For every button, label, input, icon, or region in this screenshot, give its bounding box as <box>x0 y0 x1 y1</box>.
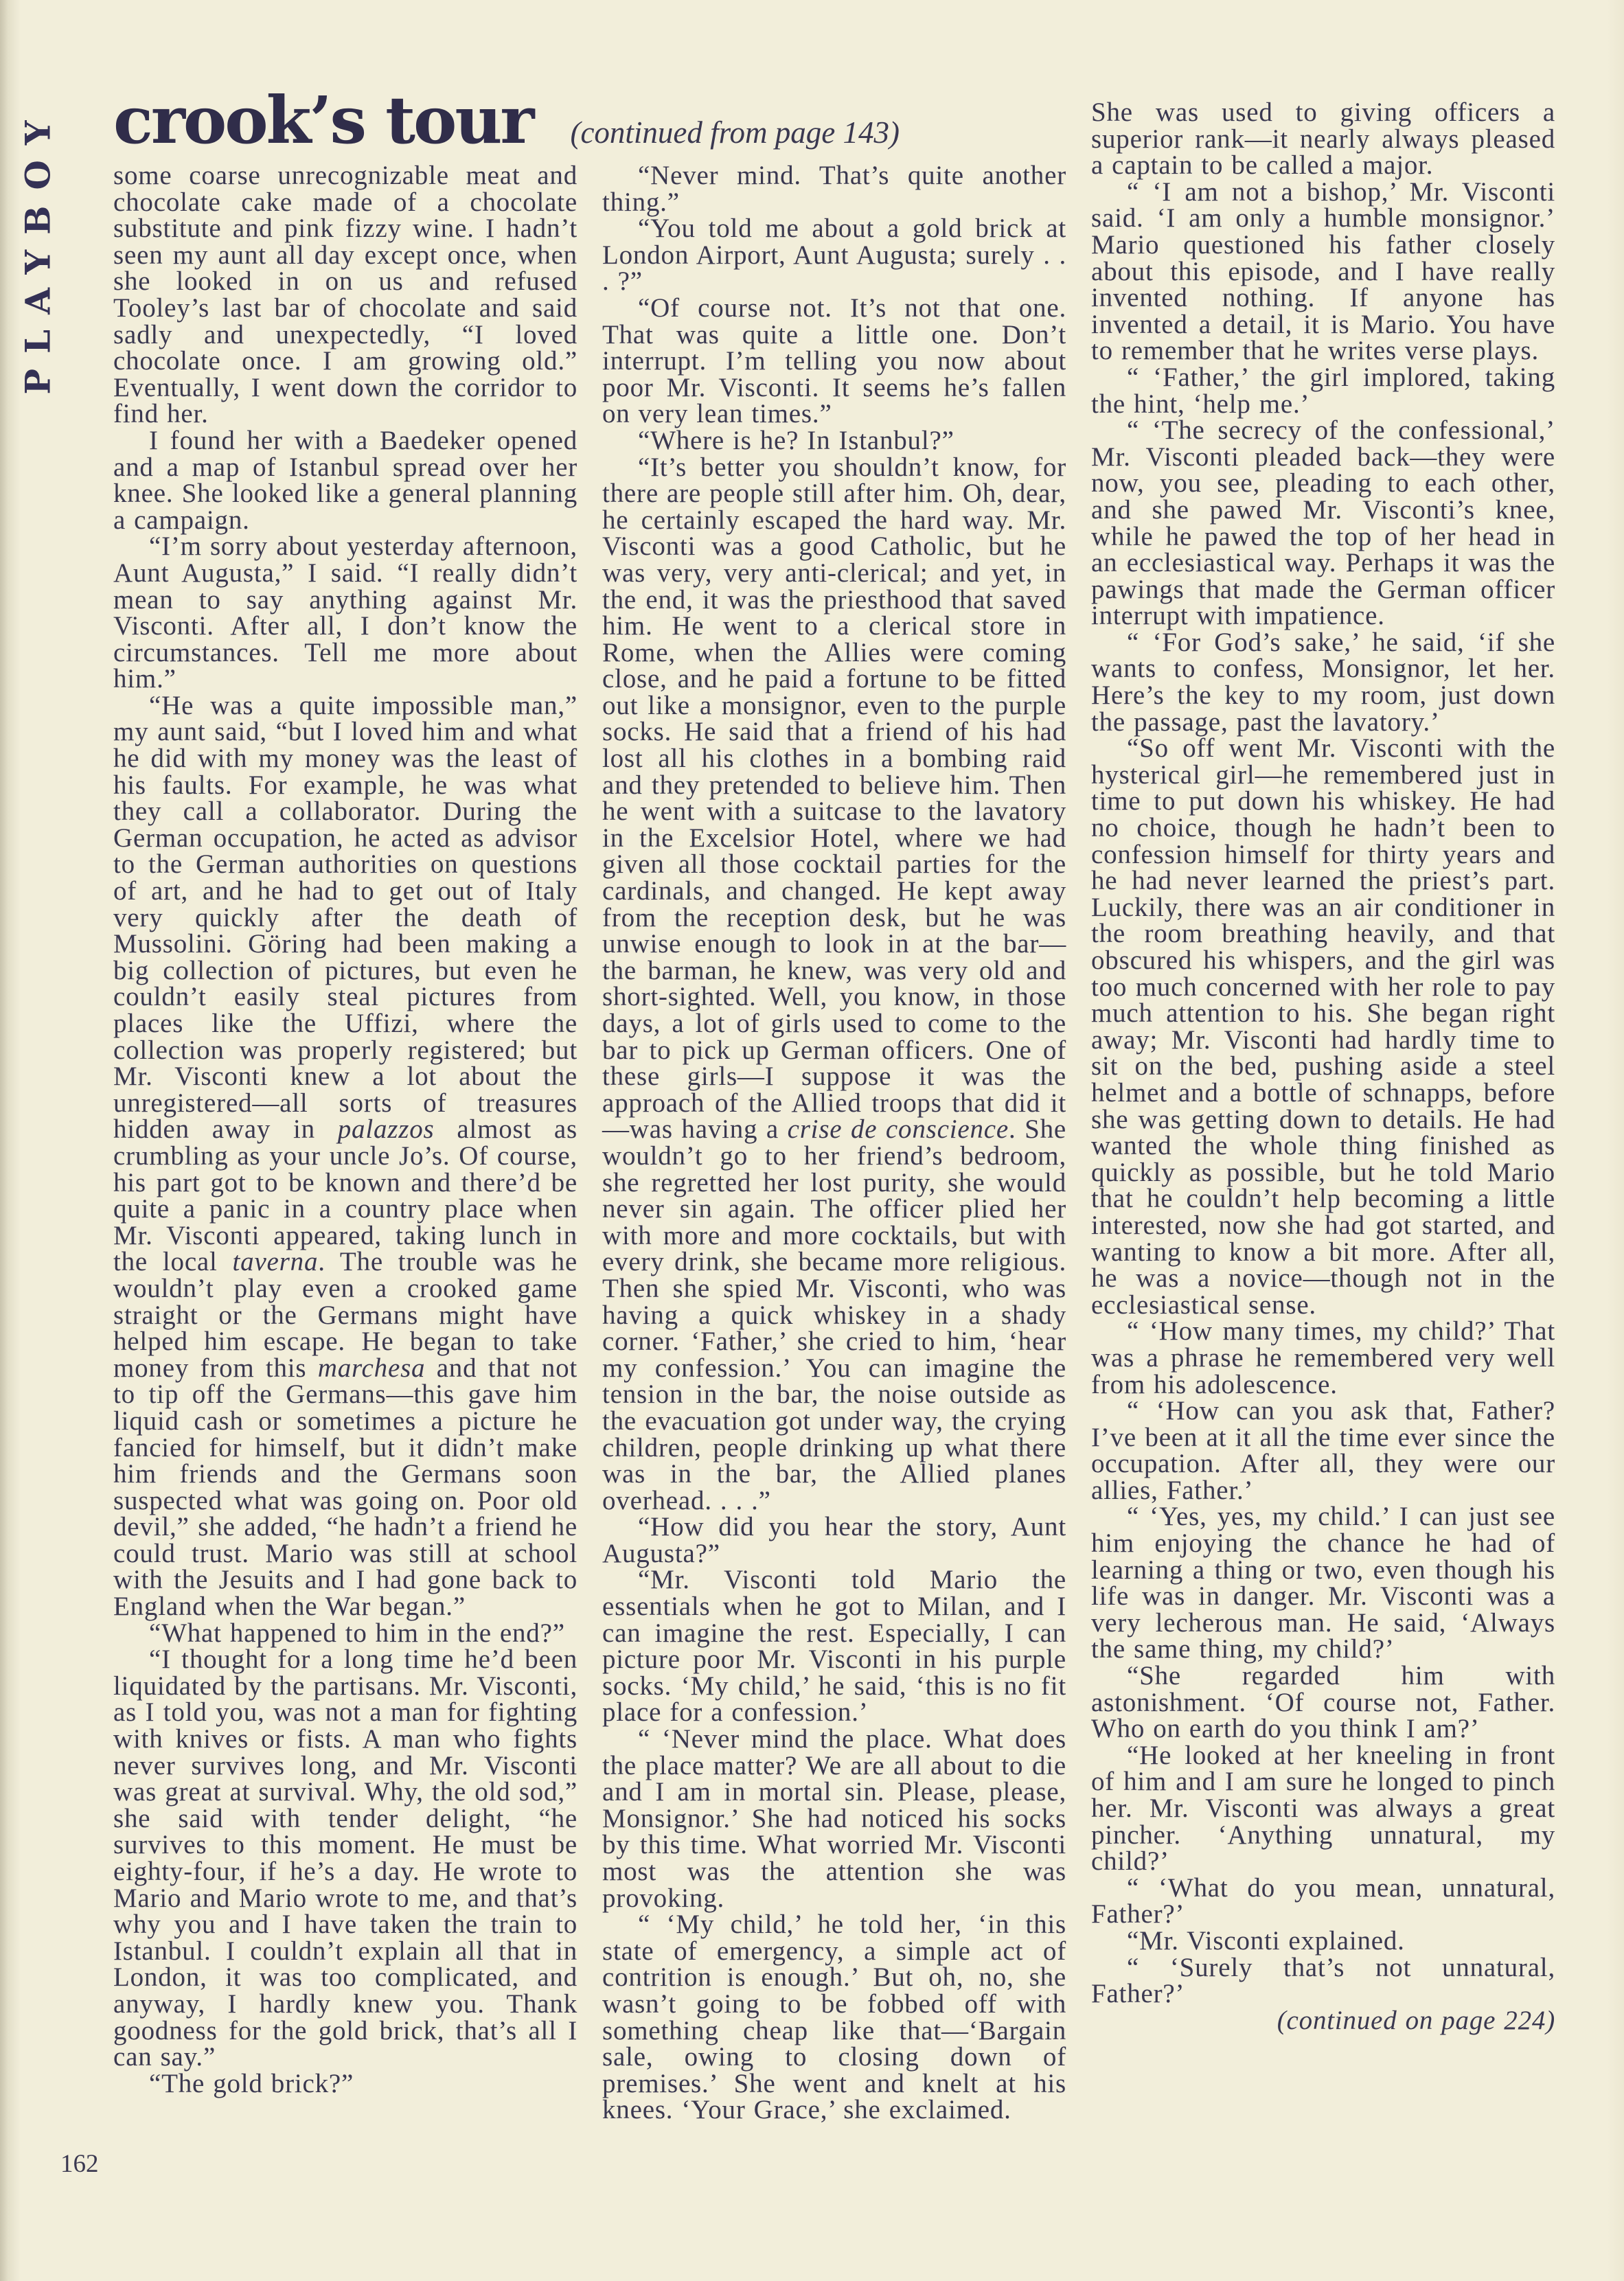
paragraph <box>1091 627 1555 737</box>
text-segment: and that not to tip off the Germans—this gave him liquid cash or sometimes a picture he fancied for himself, but it didn’t make him friends and the Germans soon suspected what was going on. Poor old devil,” she added, “he hadn’t a friend he could trust. Mario was still at school with the Jesuits and I had gone back to England when the War began.” <box>113 1353 578 1622</box>
text-segment: “ ‘How many times, my child?’ That was a phrase he remembered very well from his adolescence. <box>1091 1316 1555 1399</box>
article-title: crook’s tour <box>113 82 533 159</box>
text-segment: . She wouldn’t go to her friend’s bedroom, she regretted her lost purity, she would never sin again. The officer plied her with more and more cocktails, but with every drink, she became more religious. Then she spied Mr. Visconti, who was having a quick whiskey in a shady corner. ‘Father,’ she cried to him, ‘hear my confession.’ You can imagine the tension in the bar, the noise outside as the evacuation got under way, the crying children, people drinking up what there was in the bar, the Allied planes overhead. . . .” <box>602 1114 1067 1515</box>
paragraph <box>602 1912 1066 2124</box>
paragraph <box>113 2068 577 2098</box>
paragraph <box>1091 1740 1555 1877</box>
text-segment: “ ‘Father,’ the girl implored, taking the hint, ‘help me.’ <box>1091 362 1555 419</box>
text-segment: “So off went Mr. Visconti with the hysterical girl—he remembered just in time to put down his whiskey. He had no choice, though he hadn’t been to confession himself for thirty years and he had never learned the priest’s part. Luckily, there was an air conditioner in the room breathing heavily, and that obscured his whispers, and the girl was too much concerned with her role to pay much attention to his. She began right away; Mr. Visconti had hardly time to sit on the bed, pushing aside a steel helmet and a bottle of schnapps, before she was getting down to details. He had wanted the whole thing finished as quickly as possible, but he told Mario that he couldn’t help becoming a little interested, now she had got started, and wanting to know a bit more. After all, he was a novice—though not in the ecclesiastical sense. <box>1091 733 1555 1320</box>
text-segment: “The gold brick?” <box>149 2068 354 2098</box>
magazine-spine <box>16 105 59 395</box>
italic-text-segment: marchesa <box>317 1353 426 1383</box>
text-segment: “You told me about a gold brick at London Airport, Aunt Augusta; surely . . . ?” <box>602 214 1066 297</box>
text-segment: “ ‘My child,’ he told her, ‘in this state of emergency, a simple act of contrition is enough.’ But oh, no, she wasn’t going to be fobbed off with something cheap like that—‘Bargain sale, owing to closing down of premises.’ She went and knelt at his knees. ‘Your Grace,’ she exclaimed. <box>602 1910 1066 2125</box>
paragraph <box>602 452 1067 1515</box>
text-segment: “It’s better you shouldn’t know, for there are people still after him. Oh, dear, he certainly escaped the hard way. Mr. Visconti was a good Catholic, but he was very, very anti-clerical; and yet, in the end, it was the priesthood that saved him. He went to a clerical store in Rome, when the Allies were coming close, and he paid a fortune to be fitted out like a monsignor, even to the purple socks. He said that a friend of his had lost all his clothes in a bombing raid and they pretended to believe him. Then he went with a suitcase to the lavatory in the Excelsior Hotel, where we had given all those cocktail parties for the cardinals, and changed. He kept away from the reception desk, but he was unwise enough to look in at the bar—the barman, he knew, was very old and short-sighted. Well, you know, in those days, a lot of girls used to come to the bar to pick up German officers. One of these girls—I suppose it was the approach of the Allied troops that did it—was having a <box>602 452 1066 1145</box>
text-segment: “She regarded him with astonishment. ‘Of course not, Father. Who on earth do you think I am?’ <box>1091 1661 1555 1744</box>
text-segment: “I’m sorry about yesterday afternoon, Aunt Augusta,” I said. “I really didn’t mean to say anything against Mr. Visconti. After all, I don’t know the circumstances. Tell me more about him.” <box>113 531 577 694</box>
text-segment: “ ‘Never mind the place. What does the place matter? We are all about to die and I am in mortal sin. Please, please, Monsignor.’ She had noticed his socks by this time. What worried Mr. Visconti most was the attention she was provoking. <box>602 1724 1066 1913</box>
text-segment: “Never mind. That’s quite another thing.” <box>602 161 1066 217</box>
text-segment: . The trouble was he wouldn’t play even a crooked game straight or the Germans might have helped him escape. He began to take money from this <box>113 1247 578 1383</box>
paragraph <box>602 1726 1066 1912</box>
text-segment: “Mr. Visconti told Mario the essentials when he got to Milan, and I can imagine the rest. Especially, I can picture poor Mr. Visconti in his purple socks. ‘My child,’ he said, ‘this is no fit place for a confession.’ <box>602 1565 1066 1728</box>
text-segment: “He was a quite impossible man,” my aunt said, “but I loved him and what he did with my money was the least of his faults. For example, he was what they call a collaborator. During the German occupation, he acted as advisor to the German authorities on questions of art, and he had to get out of Italy very quickly after the death of Mussolini. Göring had been making a big collection of pictures, but even he couldn’t easily steal pictures from places like the Uffizi, where the collection was properly registered; but Mr. Visconti knew a lot about the unregistered—all sorts of treasures hidden away in <box>113 690 577 1145</box>
italic-text-segment: palazzos <box>337 1114 435 1145</box>
article-body <box>113 100 1555 2124</box>
paragraph <box>113 425 577 535</box>
page-number: 162 <box>60 2150 99 2178</box>
text-segment: “Where is he? In Istanbul?” <box>638 425 954 455</box>
paragraph <box>113 531 577 694</box>
paragraph <box>602 295 1066 428</box>
text-column-1 <box>113 100 577 2124</box>
italic-text-segment: (continued on page 224) <box>1277 2005 1555 2035</box>
paragraph <box>113 163 577 428</box>
text-segment: “Of course not. It’s not that one. That was quite a little one. Don’t interrupt. I’m telling you now about poor Mr. Visconti. It seems he’s fallen on very lean times.” <box>602 293 1066 429</box>
text-column-2 <box>602 100 1066 2124</box>
paragraph <box>1091 1952 1555 2009</box>
text-segment: “Mr. Visconti explained. <box>1127 1925 1405 1956</box>
text-segment: “He looked at her kneeling in front of him and I am sure he longed to pinch her. Mr. Visconti was always a great pincher. ‘Anything unnatural, my child?’ <box>1091 1740 1555 1877</box>
paragraph <box>602 1514 1066 1567</box>
paragraph <box>113 1620 577 1647</box>
continued-on-note <box>1091 2005 1555 2035</box>
paragraph <box>1091 1398 1555 1504</box>
text-segment: “ ‘The secrecy of the confessional,’ Mr. Visconti pleaded back—they were now, you see, pleading to each other, and she pawed Mr. Visconti’s knee, while he pawed the top of her head in an ecclesiastical way. Perhaps it was the pawings that made the German officer interrupt with impatience. <box>1091 415 1555 631</box>
text-segment: “ ‘For God’s sake,’ he said, ‘if she wants to confess, Monsignor, let her. Here’s the key to my room, just down the passage, past the lavatory.’ <box>1091 627 1555 737</box>
text-column-3 <box>1091 100 1555 2124</box>
paragraph <box>602 425 1066 455</box>
text-segment: “ ‘What do you mean, unnatural, Father?’ <box>1091 1872 1555 1929</box>
paragraph <box>602 216 1066 295</box>
text-segment: “ ‘How can you ask that, Father? I’ve been at it all the time ever since the occupation. After all, they were our allies, Father.’ <box>1091 1396 1555 1505</box>
text-segment: “I thought for a long time he’d been liquidated by the partisans. Mr. Visconti, as I told you, was not a man for fighting with knives or fists. A man who fights never survives long, and Mr. Visconti was great at survival. Why, the old sod,” she said with tender delight, “he survives to this moment. He must be eighty-four, if he’s a day. He wrote to Mario and Mario wrote to me, and that’s why you and I have taken the train to Istanbul. I couldn’t explain all that in London, it was too complicated, and anyway, I hardly knew you. Thank goodness for the gold brick, that’s all I can say.” <box>113 1644 577 2072</box>
paragraph <box>1091 1318 1555 1398</box>
text-segment: “ ‘Yes, yes, my child.’ I can just see him enjoying the chance he had of learning a thing or two, even though his life was in danger. Mr. Visconti was a very lecherous man. He said, ‘Always the same thing, my child?’ <box>1091 1502 1555 1664</box>
paragraph <box>602 1567 1066 1726</box>
text-segment: “ ‘I am not a bishop,’ Mr. Visconti said. ‘I am only a humble monsignor.’ Mario questioned his father closely about this episode, and I have really invented nothing. If anyone has invented a detail, it is Mario. You have to remember that he writes verse plays. <box>1091 176 1555 366</box>
paragraph <box>602 163 1066 216</box>
text-segment: She was used to giving officers a superior rank—it nearly always pleased a captain to be called a major. <box>1091 98 1555 181</box>
text-segment: “ ‘Surely that’s not unnatural, Father?’ <box>1091 1952 1555 2009</box>
text-segment: I found her with a Baedeker opened and a map of Istanbul spread over her knee. She looked like a general planning a campaign. <box>113 425 577 535</box>
continued-from-note: (continued from page 143) <box>570 115 900 150</box>
italic-text-segment: taverna <box>232 1247 319 1277</box>
paragraph <box>1091 100 1555 179</box>
paragraph <box>1091 735 1555 1318</box>
paragraph <box>1091 1663 1555 1743</box>
paragraph <box>113 690 578 1622</box>
paragraph <box>1091 362 1555 419</box>
paragraph <box>1091 176 1555 366</box>
text-segment: “How did you hear the story, Aunt Augusta?” <box>602 1512 1066 1568</box>
paragraph <box>1091 1504 1555 1663</box>
italic-text-segment: crise de conscience <box>787 1114 1009 1145</box>
magazine-spine-text: PLAYBOY <box>17 105 58 395</box>
text-segment: “What happened to him in the end?” <box>149 1618 565 1648</box>
paragraph <box>1091 1872 1555 1929</box>
paragraph <box>113 1644 577 2072</box>
text-segment: some coarse unrecognizable meat and chocolate cake made of a chocolate substitute and pink fizzy wine. I hadn’t seen my aunt all day except once, when she looked in on us and refused Tooley’s last bar of chocolate and said sadly and unexpectedly, “I loved chocolate once. I am growing old.” Eventually, I went down the corridor to find her. <box>113 161 577 429</box>
paragraph <box>1091 417 1555 630</box>
paragraph <box>1091 1925 1555 1956</box>
text-segment: almost as crumbling as your uncle Jo’s. Of course, his part got to be known and there’d be quite a panic in a country place when Mr. Visconti appeared, taking lunch in the local <box>113 1114 577 1277</box>
